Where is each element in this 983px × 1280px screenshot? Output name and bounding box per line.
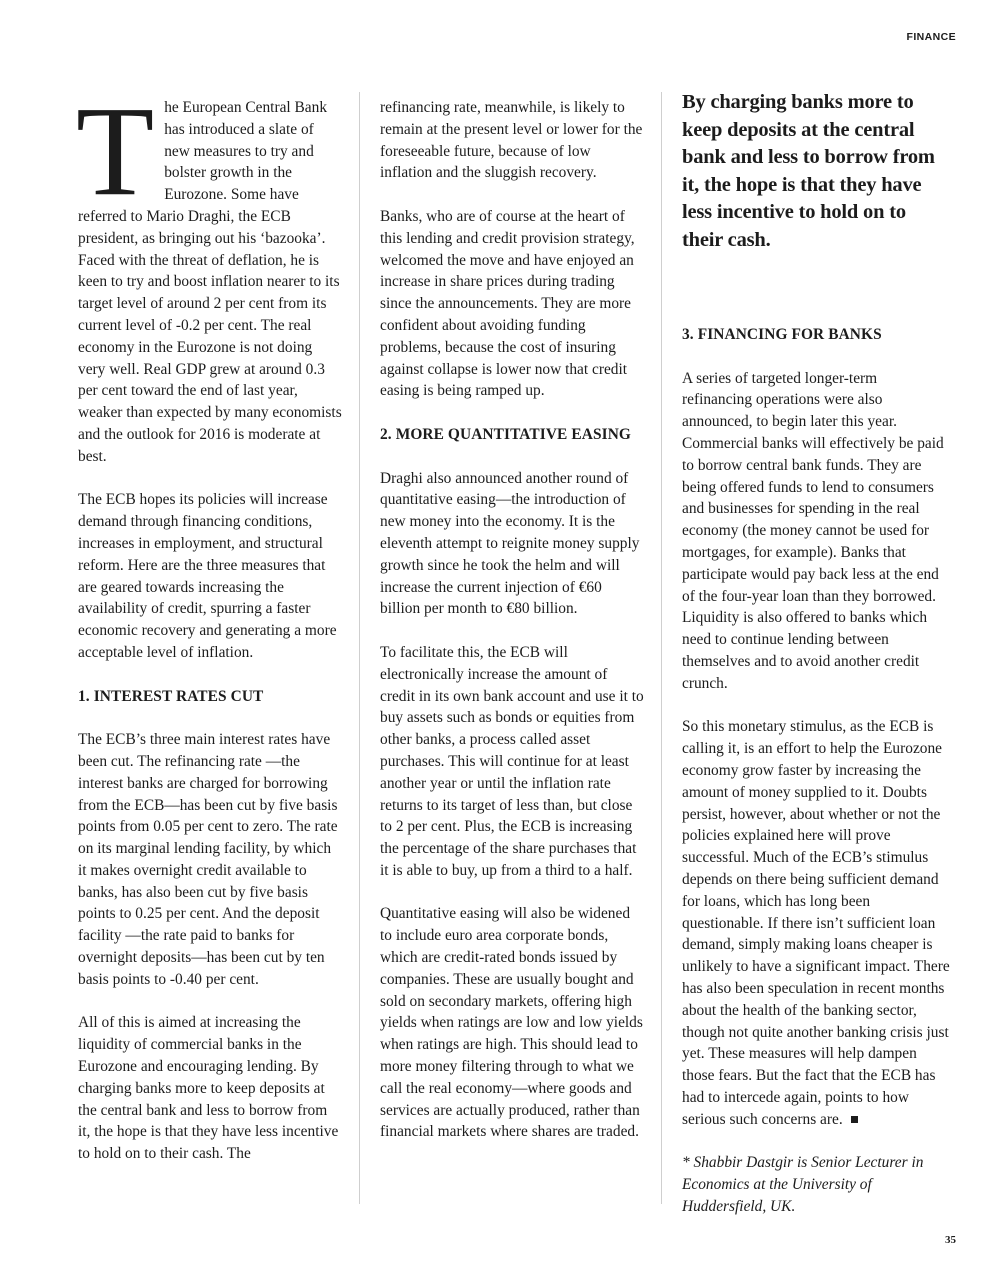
- body-paragraph: Banks, who are of course at the heart of this lending and credit provision strategy, welcomed the move and have enjoyed an increase in share prices during trading since the announcements. They are more confident about avoiding funding problems, because the cost of insuring against collapse is lower now that credit easing is being ramped up.: [380, 207, 635, 400]
- intro-text: he European Central Bank has introduced a slate of new measures to try and bolster growth in the Eurozone. Some have referred to Mario Draghi, the ECB president, as bringing out his ‘bazooka’. Faced with the threat of deflation, he is keen to try and boost inflation nearer to its target level of around 2 per cent from its current level of -0.2 per cent. The real economy in the Eurozone is not doing very well. Real GDP grew at around 0.3 per cent toward the end of last year, weaker than expected by many economists and the outlook for 2016 is moderate at best.: [78, 99, 342, 465]
- section-heading-quantitative-easing: 2. MORE QUANTITATIVE EASING: [380, 425, 631, 443]
- body-paragraph: Draghi also announced another round of quantitative easing—the introduction of new money into the economy. It is the eleventh attempt to reignite money supply growth since he took the helm and will increase the current injection of €60 billion per month to €80 billion.: [380, 469, 640, 618]
- article-column-3: [682, 89, 950, 1239]
- body-paragraph: To facilitate this, the ECB will electronically increase the amount of credit in its own bank account and use it to buy assets such as bonds or equities from other banks, a process called asset purchases. This will continue for at least another year or until the inflation rate returns to its target of less than, but close to 2 per cent. Plus, the ECB is increasing the percentage of the share purchases that it is able to buy, up from a third to a half.: [380, 643, 644, 879]
- closing-text: So this monetary stimulus, as the ECB is calling it, is an effort to help the Eurozone economy grow faster by increasing the amount of money supplied to it. Doubts persist, however, about whether or not the policies explained here will prove successful. Much of the ECB’s stimulus depends on there being sufficient demand for loans, which has long been questionable. If there isn’t sufficient loan demand, simply making loans cheaper is unlikely to have a significant impact. There has also been speculation in recent months about the health of the banking sector, though not quite another banking crisis just yet. These measures will help dampen those fears. But the fact that the ECB has had to intercede again, points to how serious such concerns are.: [682, 718, 950, 1128]
- column-divider-right: [661, 92, 662, 1204]
- article-column-2: [380, 97, 644, 1165]
- page-number: 35: [945, 1234, 956, 1246]
- body-paragraph: Quantitative easing will also be widened to include euro area corporate bonds, which are credit-rated bonds issued by companies. These are usually bought and sold on secondary markets, offering high yields when ratings are low and low yields when ratings are high. This should lead to more money filtering through to what we call the real economy—where goods and services are actually produced, rather than financial markets where shares are traded.: [380, 905, 643, 1141]
- body-paragraph: A series of targeted longer-term refinancing operations were also announced, to begin later this year. Commercial banks will effectively be paid to borrow central bank funds. They are being offered funds to lend to consumers and businesses for spending in the real economy (the money cannot be used for mortgages, for example). Banks that participate would pay back less at the end of the four-year loan than they borrowed. Liquidity is also offered to banks which need to continue lending between themselves and to avoid another credit crunch.: [682, 369, 944, 692]
- section-label: FINANCE: [906, 31, 956, 43]
- closing-paragraph: [682, 716, 950, 1130]
- body-paragraph: All of this is aimed at increasing the liquidity of commercial banks in the Eurozone and encouraging lending. By charging banks more to keep deposits at the central bank and less to borrow from it, the hope is that they have less incentive to hold on to their cash. The: [78, 1014, 339, 1163]
- section-heading-interest-rates: 1. INTEREST RATES CUT: [78, 687, 264, 705]
- body-paragraph: The ECB’s three main interest rates have been cut. The refinancing rate —the interest banks are charged for borrowing from the ECB—has been cut by five basis points from 0.05 per cent to zero. The rate on its marginal lending facility, by which it makes overnight credit available to banks, has also been cut by five basis points to 0.25 per cent. And the deposit facility —the rate paid to banks for overnight deposits—has been cut by ten basis points to -0.40 per cent.: [78, 731, 338, 988]
- body-paragraph: The ECB hopes its policies will increase demand through financing conditions, increases in employment, and structural reform. Here are the three measures that are geared towards increasing the availability of credit, spurring a faster economic recovery and generating a more acceptable level of inflation.: [78, 491, 337, 661]
- author-byline: * Shabbir Dastgir is Senior Lecturer in Economics at the University of Huddersfield, UK.: [682, 1154, 924, 1215]
- drop-cap: T: [76, 80, 155, 222]
- body-paragraph: refinancing rate, meanwhile, is likely to remain at the present level or lower for the foreseeable future, because of low inflation and the sluggish recovery.: [380, 99, 643, 182]
- section-heading-financing-for-banks: 3. FINANCING FOR BANKS: [682, 326, 882, 343]
- column-divider-left: [359, 92, 360, 1204]
- pull-quote: By charging banks more to keep deposits at the central bank and less to borrow from it, the hope is that they have less incentive to hold on to their cash.: [682, 91, 935, 251]
- intro-paragraph: [76, 80, 342, 468]
- article-column-1: [76, 80, 342, 1187]
- end-mark-icon: [851, 1116, 858, 1123]
